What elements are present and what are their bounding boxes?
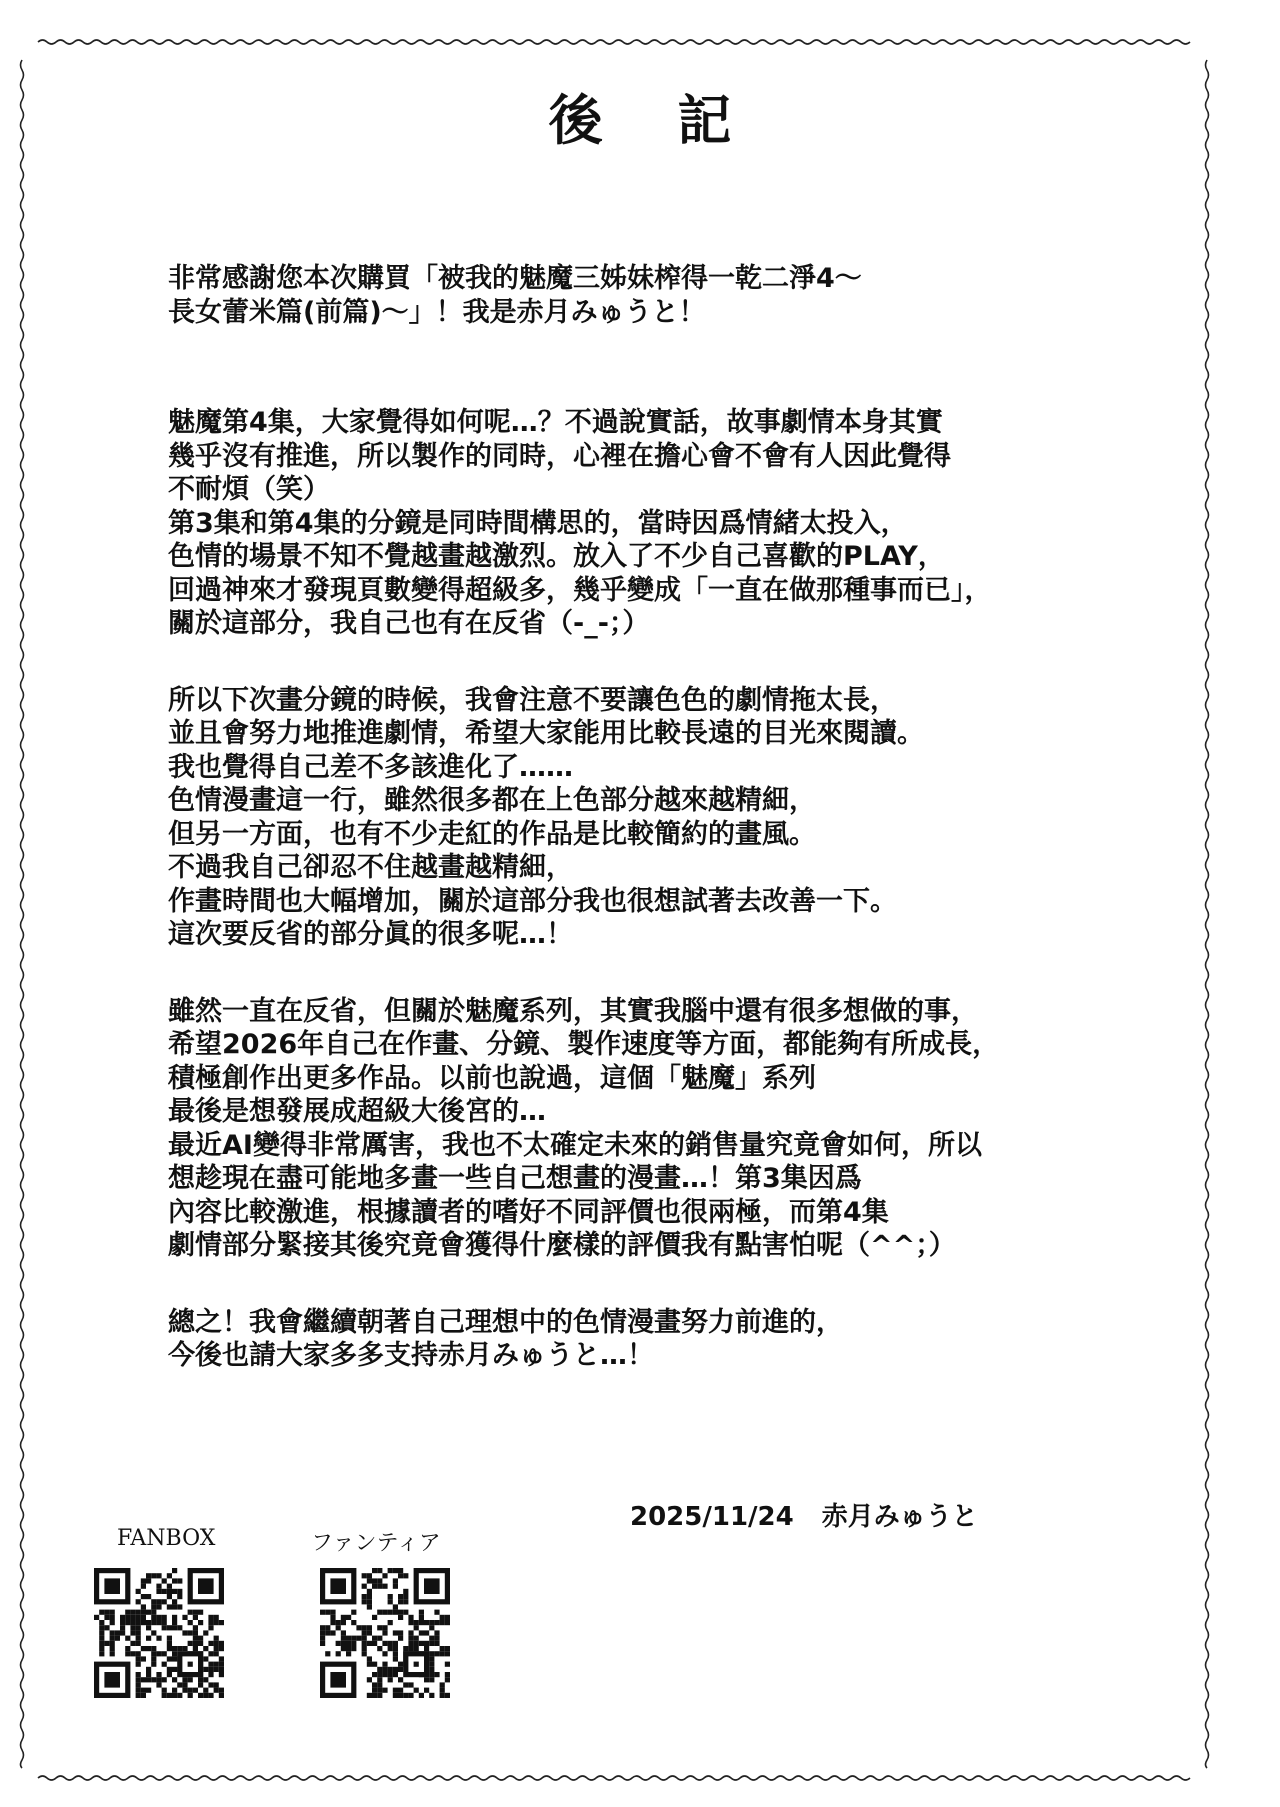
author-name: 赤月みゅうと [821,1502,978,1532]
text-line: 魅魔第4集，大家覺得如何呢…？不過說實話，故事劇情本身其實 [168,407,943,438]
fanbox-label: FANBOX [117,1526,216,1551]
paragraph-gap [168,641,1188,684]
paragraph-gap [168,329,1188,406]
text-line: 總之！我會繼續朝著自己理想中的色情漫畫努力前進的， [168,1306,843,1338]
text-line: 作畫時間也大幅增加，關於這部分我也很想試著去改善一下。 [168,885,897,917]
paragraph [168,684,1188,952]
fantia-qr-code[interactable] [320,1568,450,1698]
text-line: 今後也請大家多多支持赤月みゅうと…！ [168,1340,654,1371]
text-line: 非常感謝您本次購買「被我的魅魔三姊妹榨得一乾二淨4～ [168,263,862,294]
paragraph [168,406,1188,641]
text-line: 所以下次畫分鏡的時候，我會注意不要讓色色的劇情拖太長， [168,684,897,716]
text-line: 不耐煩（笑） [168,474,330,505]
text-line: 關於這部分，我自己也有在反省（-_-；） [168,608,650,639]
text-line: 內容比較激進，根據讀者的嗜好不同評價也很兩極，而第4集 [168,1196,889,1228]
paragraph-gap [168,952,1188,995]
paragraph [168,995,1188,1263]
text-line: 回過神來才發現頁數變得超級多，幾乎變成「一直在做那種事而已」， [168,574,992,606]
text-line: 色情的場景不知不覺越畫越激烈。放入了不少自己喜歡的PLAY， [168,541,945,572]
afterword-body [168,262,1188,1373]
text-line: 我也覺得自己差不多該進化了…… [168,751,573,783]
text-line: 長女蕾米篇(前篇)～」！我是赤月みゅうと！ [168,296,706,328]
text-line: 希望2026年自己在作畫、分鏡、製作速度等方面，都能夠有所成長， [168,1029,1000,1060]
text-line: 不過我自己卻忍不住越畫越精細， [168,852,573,883]
paragraph-gap [168,1263,1188,1306]
text-line: 想趁現在盡可能地多畫一些自己想畫的漫畫…！第3集因爲 [168,1163,862,1194]
page-title: 後 記 [548,89,760,152]
date: 2025/11/24 [630,1502,794,1532]
text-line: 第3集和第4集的分鏡是同時間構思的，當時因爲情緒太投入， [168,507,908,539]
text-line: 最後是想發展成超級大後宮的… [168,1096,546,1127]
text-line: 劇情部分緊接其後究竟會獲得什麼樣的評價我有點害怕呢（^^；） [168,1230,956,1261]
text-line: 並且會努力地推進劇情，希望大家能用比較長遠的目光來閱讀。 [168,718,924,749]
text-line: 幾乎沒有推進，所以製作的同時，心裡在擔心會不會有人因此覺得 [168,440,951,472]
fantia-label: ファンティア [311,1531,441,1556]
text-line: 色情漫畫這一行，雖然很多都在上色部分越來越精細， [168,785,816,816]
paragraph [168,262,1188,329]
text-line: 雖然一直在反省，但關於魅魔系列，其實我腦中還有很多想做的事， [168,995,978,1027]
text-line: 最近AI變得非常厲害，我也不太確定未來的銷售量究竟會如何，所以 [168,1129,982,1161]
fanbox-qr-code[interactable] [94,1568,224,1698]
text-line: 但另一方面，也有不少走紅的作品是比較簡約的畫風。 [168,818,816,850]
text-line: 積極創作出更多作品。以前也說過，這個「魅魔」系列 [168,1062,816,1094]
signature-line [630,1496,978,1533]
paragraph [168,1306,1188,1373]
text-line: 這次要反省的部分眞的很多呢…！ [168,919,573,950]
